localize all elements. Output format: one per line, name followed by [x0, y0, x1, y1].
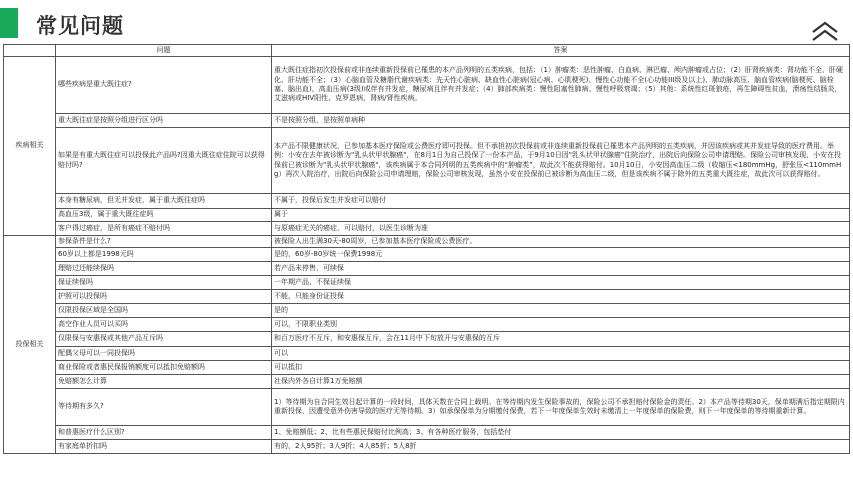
table-row — [4, 304, 850, 318]
answer-cell: 若产品未停售，可续保 — [272, 262, 850, 276]
table-row — [4, 114, 850, 128]
table-row — [4, 347, 850, 361]
title-accent-bar — [0, 8, 18, 38]
table-row — [4, 248, 850, 262]
answer-cell: 一年期产品，不保证续保 — [272, 276, 850, 290]
answer-cell: 不属于，投保后发生并发症可以赔付 — [272, 194, 850, 209]
table-row — [4, 194, 850, 209]
table-row — [4, 318, 850, 332]
question-cell: 如果是有重大既往症可以投保此产品吗?因重大既往症住院可以获得赔付吗? — [56, 128, 272, 194]
faq-table — [3, 44, 850, 454]
answer-cell: 重大既往症指初次投保前或非连续重新投保前已罹患的本产品列明的五类疾病，包括：（1）肿瘤类：恶性肿瘤、白血病、淋巴瘤、颅内肿瘤或占位；（2）肝肾疾病类：肾功能不全、肝硬化、肝功能不全；（3）心脑血管及糖脂代谢疾病类：先天性心脏病、缺血性心脏病(冠心病、心肌梗死)、慢性心功能不全(心功能III级及以上)、肺动脉高压、脑血管疾病(脑梗死、脑栓塞、脑出血)，高血压病(3级)或伴有并发症，糖尿病且伴有并发症；（4）肺部疾病类：慢性阻塞性肺病、慢性呼吸衰竭；（5）其他：系统性红斑狼疮，再生障碍性贫血，溃疡性结肠炎，艾滋病或HIV阳性、克罗恩病，肾病/肾性疾病。 — [272, 57, 850, 114]
table-row — [4, 262, 850, 276]
answer-cell: 本产品不限健康状况，已参加基本医疗保险或公费医疗即可投保。但不承担初次投保前或非连续重新投保前已罹患本产品列明的五类疾病，并因该疾病或其并发症导致的医疗费用。举例：小安在去年被诊断为"乳头状甲状腺癌"，在8月1日为自己投保了一份本产品，于9月10日因"乳头状甲状腺癌"住院治疗，出院后向保险公司申请理赔。保险公司审核发现，小安在投保前已被诊断为"乳头状甲状腺癌"，该疾病属于本合同列明的五类疾病中的“肿瘤类”，故此次不能获得赔付。10月10日，小安因高血压二级（收缩压<180mmHg，舒张压<110mmHg）再次入院治疗，出院后向保险公司申请理赔，保险公司审核发现，虽然小安在投保前已被诊断为高血压二级，但是该疾病不属于除外的五类重大既往症，故此次可以获得赔付。 — [272, 128, 850, 194]
faq-header-row — [4, 45, 850, 57]
question-cell: 哪些疾病是重大既往症? — [56, 57, 272, 114]
table-row — [4, 209, 850, 222]
question-cell: 仅限保与安惠保或其他产品互斥吗 — [56, 332, 272, 347]
question-cell: 重大既往症是按照分组进行区分吗 — [56, 114, 272, 128]
header-category — [4, 45, 56, 57]
header-answer: 答案 — [272, 45, 850, 57]
question-cell: 高血压3级，属于重大既往症吗 — [56, 209, 272, 222]
answer-cell: 属于 — [272, 209, 850, 222]
table-row — [4, 389, 850, 426]
question-cell: 本身有糖尿病，但无并发症，属于重大既往症吗 — [56, 194, 272, 209]
category-cell: 投保相关 — [4, 236, 56, 454]
question-cell: 客户得过癌症，是所有癌症不赔付吗 — [56, 222, 272, 236]
answer-cell: 被保险人出生满30天-80周岁，已参加基本医疗保险或公费医疗。 — [272, 236, 850, 248]
question-cell: 60岁以上都是1998元吗 — [56, 248, 272, 262]
answer-cell: 是的 — [272, 304, 850, 318]
question-cell: 配偶父母可以一同投保吗 — [56, 347, 272, 361]
table-row — [4, 375, 850, 389]
category-cell: 疾病相关 — [4, 57, 56, 236]
answer-cell: 社保内外各自计算1万免赔额 — [272, 375, 850, 389]
question-cell: 理赔过还能续保吗 — [56, 262, 272, 276]
answer-cell: 与原癌症无关的癌症，可以赔付，以医生诊断为准 — [272, 222, 850, 236]
table-row — [4, 276, 850, 290]
table-row — [4, 332, 850, 347]
table-row — [4, 57, 850, 114]
table-row — [4, 440, 850, 454]
question-cell: 商业保险或者惠民保报销额度可以抵扣免赔额吗 — [56, 361, 272, 375]
answer-cell: 可以，不限职业类别 — [272, 318, 850, 332]
question-cell: 护照可以投保吗 — [56, 290, 272, 304]
header-question: 问题 — [56, 45, 272, 57]
question-cell: 仅限投保区域是全国吗 — [56, 304, 272, 318]
answer-cell: 1）等待期为自合同生效日起计算的一段时间，具体天数在合同上载明。在等待期内发生保险事故的，保险公司不承担赔付保险金的责任。2）本产品等待期30天，保单期满后指定期限内重新投保，因遭受意外伤害导致的医疗无等待期。3）如承保保单为分期缴付保费，若下一年度保单生效时未缴清上一年度保单的保险费，则下一年度保单的等待期重新计算。 — [272, 389, 850, 426]
answer-cell: 是的，60岁-80岁统一保费1998元 — [272, 248, 850, 262]
question-cell: 保证续保吗 — [56, 276, 272, 290]
question-cell: 和普惠医疗什么区别? — [56, 426, 272, 440]
answer-cell: 有的，2人95折；3人9折；4人85折；5人8折 — [272, 440, 850, 454]
answer-cell: 不能，只能身份证投保 — [272, 290, 850, 304]
page-title: 常见问题 — [36, 14, 124, 38]
table-row — [4, 290, 850, 304]
answer-cell: 不是按照分组，是按照单病种 — [272, 114, 850, 128]
double-chevron-up-icon[interactable] — [810, 20, 840, 42]
question-cell: 等待期有多久? — [56, 389, 272, 426]
answer-cell: 可以抵扣 — [272, 361, 850, 375]
table-row — [4, 222, 850, 236]
page-header — [0, 0, 853, 44]
question-cell: 参保条件是什么? — [56, 236, 272, 248]
table-row — [4, 236, 850, 248]
question-cell: 免赔额怎么计算 — [56, 375, 272, 389]
answer-cell: 1、免赔额低；2、比有些惠民保赔付比例高；3、有各种医疗服务，包括垫付 — [272, 426, 850, 440]
table-row — [4, 361, 850, 375]
question-cell: 高空作业人员可以买吗 — [56, 318, 272, 332]
table-row — [4, 128, 850, 194]
table-row — [4, 426, 850, 440]
answer-cell: 和百万医疗不互斥，和安惠保互斥，会在11月中下旬放开与安惠保的互斥 — [272, 332, 850, 347]
answer-cell: 可以 — [272, 347, 850, 361]
question-cell: 有家庭单折扣吗 — [56, 440, 272, 454]
